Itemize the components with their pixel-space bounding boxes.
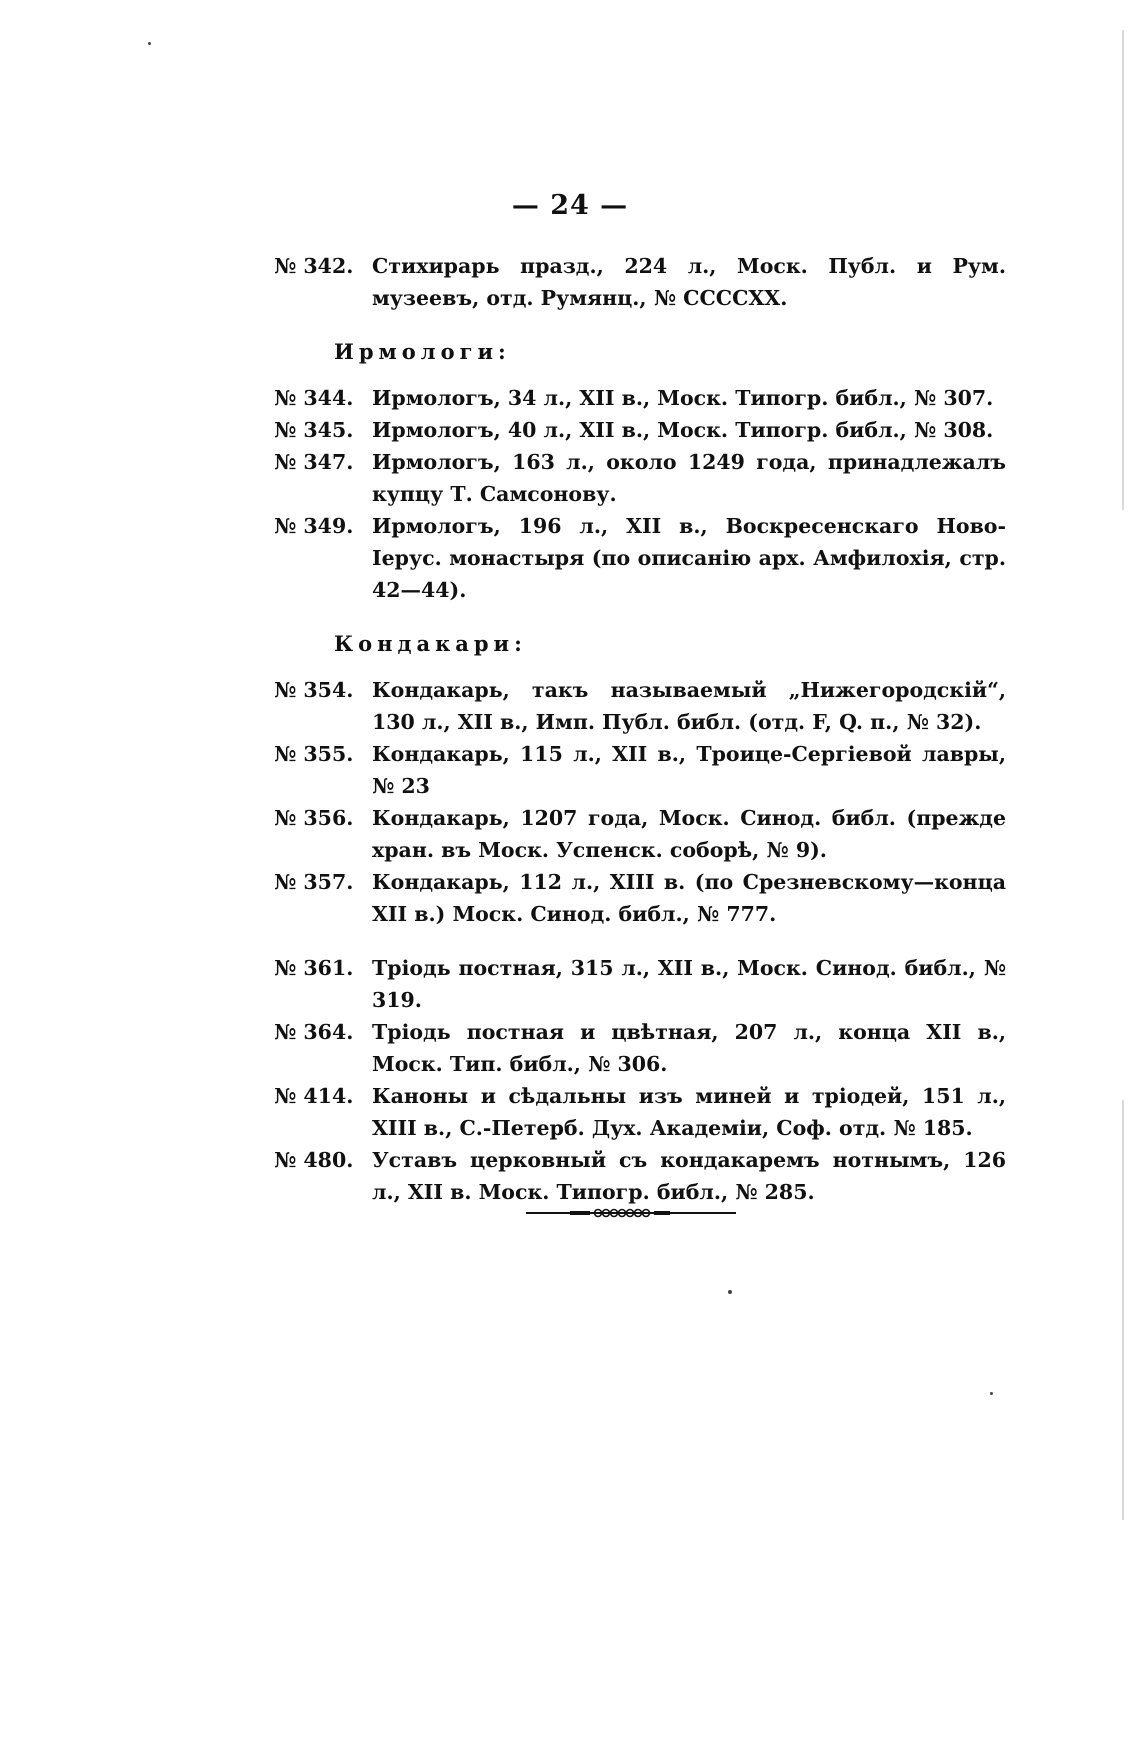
entry-number: № 364.	[274, 1020, 354, 1044]
entry-344	[274, 382, 1006, 414]
entry-number: № 357.	[274, 870, 354, 894]
page-content	[274, 250, 1006, 1208]
entry-364	[274, 1016, 1006, 1080]
scan-speck	[148, 42, 151, 45]
entry-number: № 480.	[274, 1148, 354, 1172]
entry-480	[274, 1144, 1006, 1208]
scan-speck	[990, 1392, 993, 1395]
entry-text: Каноны и сѣдальны изъ миней и тріодей, 151 л., XIII в., С.-Петерб. Дух. Академіи, Соф. отд. № 185.	[372, 1084, 1006, 1140]
section-heading-kondakari: Кондакари:	[334, 631, 527, 656]
entry-354	[274, 674, 1006, 738]
page-number: — 24 —	[511, 190, 629, 221]
entry-356	[274, 802, 1006, 866]
entry-number: № 347.	[274, 450, 354, 474]
entry-349	[274, 510, 1006, 606]
scan-edge-line	[1122, 1100, 1124, 1520]
entry-text: Ирмологъ, 40 л., XII в., Моск. Типогр. библ., № 308.	[372, 418, 994, 442]
entry-text: Кондакарь, 1207 года, Моск. Синод. библ. (прежде хран. въ Моск. Успенск. соборѣ, № 9).	[372, 806, 1006, 862]
entry-342	[274, 250, 1006, 314]
entry-number: № 345.	[274, 418, 354, 442]
entry-number: № 342.	[274, 254, 354, 278]
end-ornament-divider	[526, 1206, 736, 1220]
entry-number: № 354.	[274, 678, 354, 702]
entry-text: Ирмологъ, 34 л., XII в., Моск. Типогр. библ., № 307.	[372, 386, 994, 410]
entry-number: № 356.	[274, 806, 354, 830]
section-heading-irmologi: Ирмологи:	[334, 339, 511, 364]
entry-345	[274, 414, 1006, 446]
entry-text: Ирмологъ, 196 л., XII в., Воскресенскаго Ново-Іерус. монастыря (по описанію арх. Амфилохія, стр. 42—44).	[372, 514, 1006, 602]
entry-355	[274, 738, 1006, 802]
entry-text: Кондакарь, такъ называемый „Нижегородскій“, 130 л., XII в., Имп. Публ. библ. (отд. F, Q. п., № 32).	[372, 678, 1006, 734]
entry-number: № 349.	[274, 514, 354, 538]
entry-text: Уставъ церковный съ кондакаремъ нотнымъ, 126 л., XII в. Моск. Типогр. библ., № 285.	[372, 1148, 1006, 1204]
entry-357	[274, 866, 1006, 930]
entry-347	[274, 446, 1006, 510]
entry-414	[274, 1080, 1006, 1144]
entry-number: № 414.	[274, 1084, 354, 1108]
entry-text: Стихирарь празд., 224 л., Моск. Публ. и Рум. музеевъ, отд. Румянц., № CCCCXX.	[372, 254, 1006, 310]
entry-text: Кондакарь, 115 л., XII в., Троице-Сергіевой лавры, № 23	[372, 742, 1006, 798]
entry-text: Тріодь постная и цвѣтная, 207 л., конца XII в., Моск. Тип. библ., № 306.	[372, 1020, 1006, 1076]
entry-text: Тріодь постная, 315 л., XII в., Моск. Синод. библ., № 319.	[372, 956, 1006, 1012]
entry-text: Кондакарь, 112 л., XIII в. (по Срезневскому—конца XII в.) Моск. Синод. библ., № 777.	[372, 870, 1006, 926]
entry-number: № 344.	[274, 386, 354, 410]
entry-number: № 355.	[274, 742, 354, 766]
entry-361	[274, 952, 1006, 1016]
entry-number: № 361.	[274, 956, 354, 980]
scan-speck	[728, 1290, 732, 1294]
entry-text: Ирмологъ, 163 л., около 1249 года, принадлежалъ купцу Т. Самсонову.	[372, 450, 1006, 506]
scan-edge-line	[1122, 30, 1124, 510]
